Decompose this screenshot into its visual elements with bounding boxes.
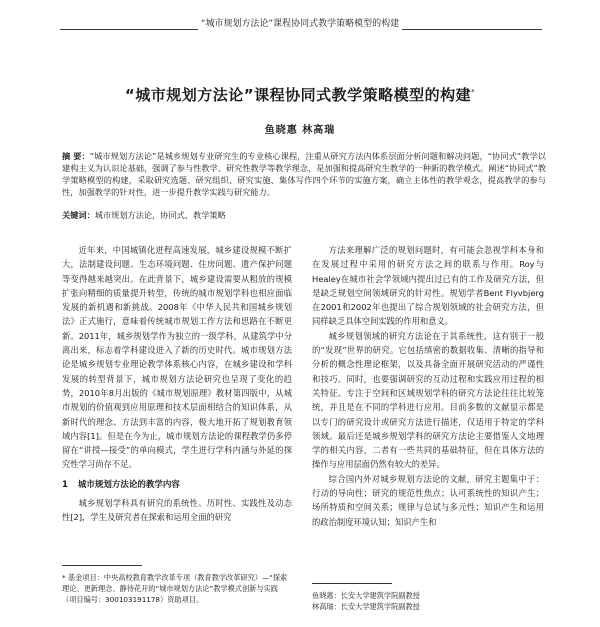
running-header: “城市规划方法论”课程协同式教学策略模型的构建 xyxy=(200,19,400,29)
author-info-line: 林高瑞：长安大学建筑学院副教授 xyxy=(312,602,420,611)
left-column xyxy=(62,243,292,525)
keywords-text: 城市规划方法论，协同式，教学策略 xyxy=(94,210,226,220)
abstract xyxy=(62,150,546,198)
section-heading xyxy=(62,478,292,492)
abstract-label: 摘 要： xyxy=(62,151,90,161)
body-paragraph: 城乡规划学科具有研究的系统性、历时性、实践性及动态性[2]，学生及研究者在探索和运用全面的研究 xyxy=(62,498,292,523)
header-rule-right xyxy=(402,29,542,30)
body-paragraph: 综合国内外对城乡规划方法论的文献，研究主题集中于：行动的导向性；研究的规范性焦点；认可系统性的知识产生；场所特质和空间关系；规律与总试与多元性；知识产生和运用的政治制度环境认知；知识产生和 xyxy=(312,473,544,527)
article-title xyxy=(0,84,600,105)
author-info-line: 鱼晓惠：长安大学建筑学院副教授 xyxy=(312,591,420,600)
section-number: 1 xyxy=(62,479,68,490)
author-info xyxy=(312,590,544,612)
footnote-rule xyxy=(62,565,142,566)
right-column xyxy=(312,243,544,529)
title-text: “城市规划方法论”课程协同式教学策略模型的构建 xyxy=(124,86,472,104)
abstract-text: “城市规划方法论”是城乡规划专业研究生的专业核心课程，注重从研究方法内体系层面分析问题和解决问题，“协同式”教学以建构主义为认识论基础，强调了参与性教学、研究性教学等教学理念，是加强和提高研究生教学的一种新的教学模式。阐述“协同式”教学策略模型的构建，采取研究选题、研究组织、研究实施、集体写作四个环节的实施方案，确立主体性的教学观念，提高教学的参与性，加强教学的针对性，进一步提升教学实践与研究能力。 xyxy=(62,151,546,197)
authors: 鱼晓惠 林高瑞 xyxy=(264,125,336,136)
body-paragraph: 近年来，中国城镇化进程高速发展，城乡建设规模不断扩大，法制建设问题、生态环境问题、住房问题、遗产保护问题等变得越来越突出。在此背景下，城乡建设需要从粗放的规模扩张向精细的质量提升转型，传统的城市规划学科也相应面临发展的新机遇和新挑战。2008年《中华人民共和国城乡规划法》正式施行，意味着传统城市规划工作方法和思路在不断更新。2011年，城乡规划学作为独立的一级学科，从建筑学中分离出来，标志着学科建设进入了新的历史时代。城市规划方法论是城乡规划专业理论教学体系核心内容，在城乡建设和学科发展的转型背景下，城市规划方法论研究也呈现了变化的趋势，2010年8月出版的《城市规划原理》教材第四版中，从城市规划的价值观到应用原理和技术层面相结合的知识体系，从新时代的理念、方法到丰富的内容，极大地开拓了规划教育领域内容[1]。但是在今为止，城市规划方法论的课程教学仍多停留在“讲授—接受”的单向模式，学生进行学科内涵与外延的探究性学习尚存不足。 xyxy=(62,245,292,470)
title-footnote-marker: * xyxy=(471,88,476,96)
body-paragraph: 城乡规划领域的研究方法论在于其系统性，这有别于一般的“发现”世界的研究。它包括缜密的数据收集、清晰的指导和分析的概念性理论框架，以及具备全面开展研究活动的严谨性和技巧。同时，也要强调研究的互动过程和实践应用过程的相关特征。专注于空间和区域规划学科的研究方法论往往比较笼统，并且是在不同的学科进行应用。目前多数的文献显示都是以专门的研究设计或研究方法进行描述，仅适用于特定的学科领域。最后还是城乡规划学科的研究方法论主要借鉴人文地理学的相关内容，二者有一些共同的基础特征，但在具体方法的操作与应用层面仍然有较大的差异。 xyxy=(312,330,544,470)
section-title: 城市规划方法论的教学内容 xyxy=(77,479,180,490)
funding-footnote: * 基金项目：中央高校教育教学改革专项（教育教学改革研究）—“探索理论、更新理念、静待花开的“城市规划方法论”教学模式创新与实践（项目编号：300103191178）资助项目。 xyxy=(62,573,288,604)
keywords-label: 关键词： xyxy=(62,210,95,220)
header-rule-left xyxy=(60,29,198,30)
author-info-rule xyxy=(312,583,392,584)
keywords xyxy=(62,209,546,221)
body-paragraph: 方法来理解广泛的规划问题时，有可能会忽视学科本身和在发展过程中采用的研究方法之间的联系与作用。Roy与Healey在城市社会学领域内提出过已有的工作及研究方法，但是缺乏规划空间领域研究的针对性。规划学者Bent Flyvbjerg在2001和2002年也提出了综合规划领域的社会研究方法，但同样缺乏具体空间实践的作用和意义。 xyxy=(312,245,544,327)
